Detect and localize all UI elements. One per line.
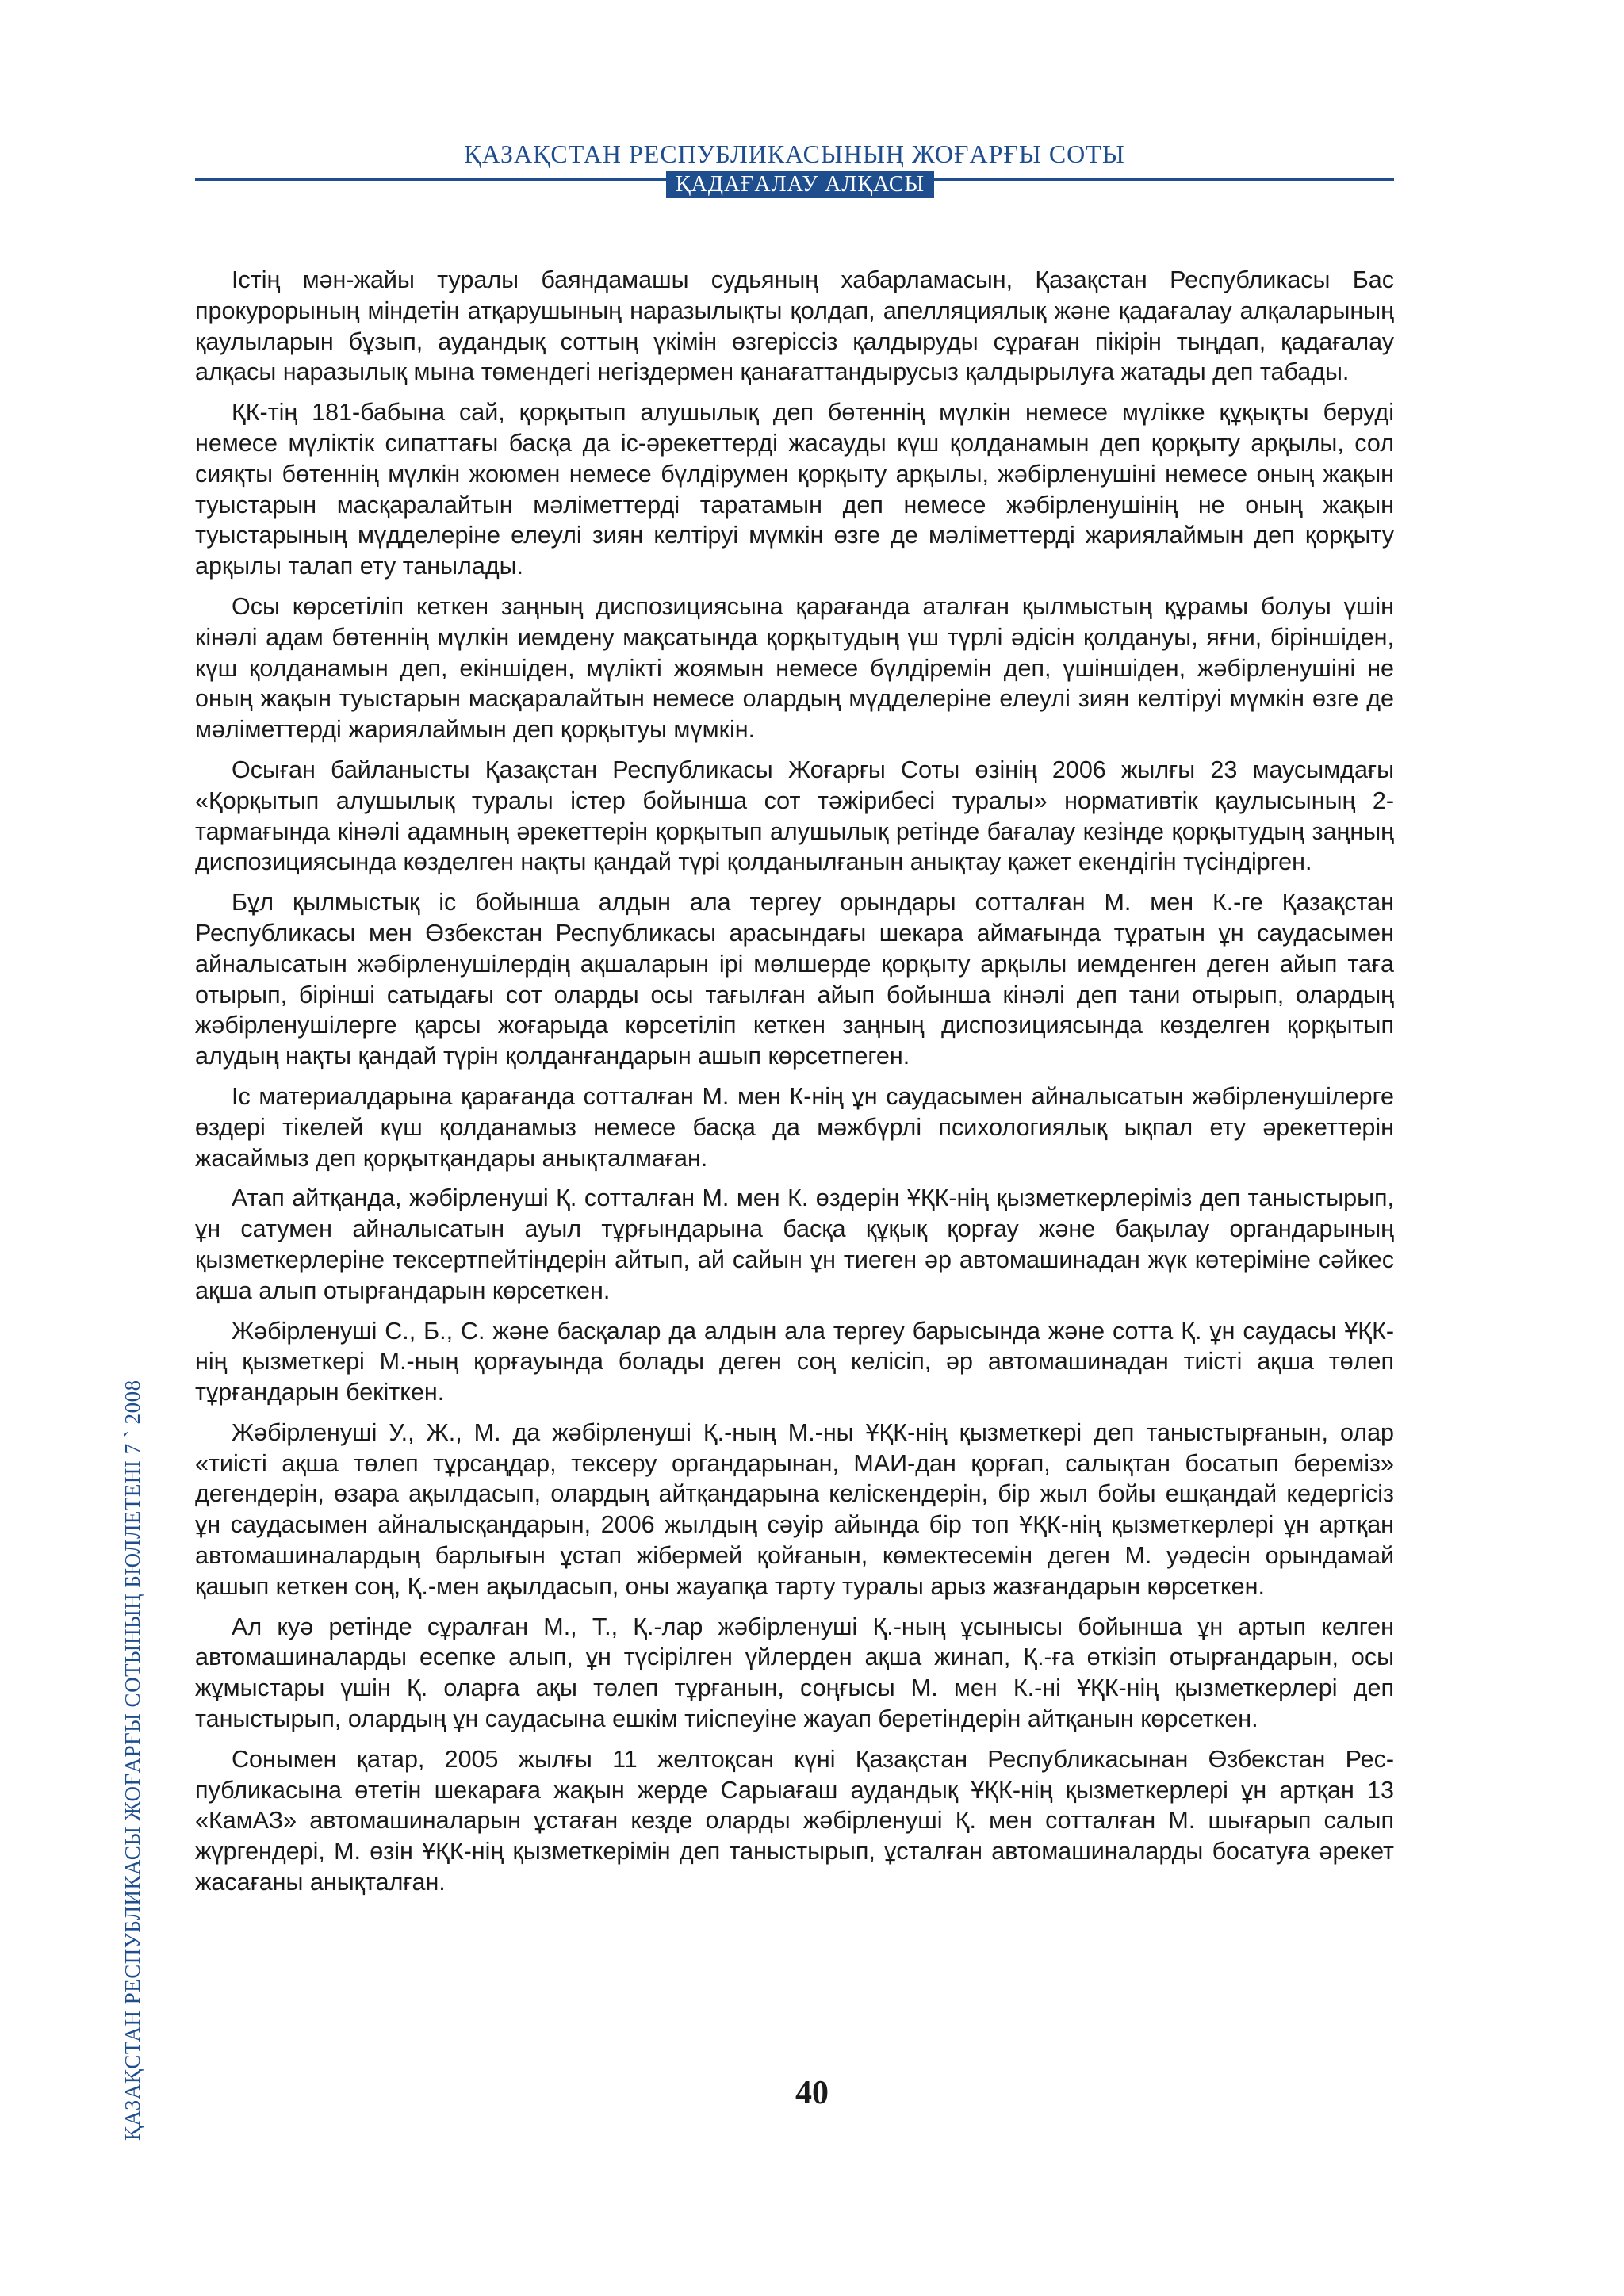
- paragraph-1: Істің мән-жайы туралы баяндамашы судьяның хабарламасын, Қазақстан Республикасы Бас прокурорының міндетін атқарушының наразылықты қолдап, апелляциялық және қадағалау алқаларының қаулыларын бұзып, аудандық соттың үкімін өзгеріссіз қалдыруды сұраған пікірін тыңдап, қадағалау алқасы наразылық мына төмендегі негіздермен қанағаттандырусыз қалдырылуға жатады деп табады.: [195, 266, 1394, 386]
- paragraph-2: ҚК-тің 181-бабына сай, қорқытып алушылық деп бөтеннің мүлкін немесе мүлікке құқықты беруді немесе мүліктік сипаттағы басқа да іс-әрекеттерді жасауды күш қолданамын деп қорқыту арқылы, сол сияқты бөтеннің мүлкін жоюмен немесе бүлдірумен қорқыту арқылы, жәбірленушіні немесе оның жақын туыстарын масқаралайтын мәліметтерді таратамын деп немесе жәбірленушінің не оның жақын туыстарының мүдделеріне елеулі зиян келтіруі мүмкін өзге де мәліметтерді жариялаймын деп қорқыту арқылы талап ету танылады.: [195, 399, 1394, 580]
- paragraph-3: Осы көрсетіліп кеткен заңның диспозициясына қарағанда аталған қылмыстың құрамы болуы үшін кінәлі адам бөтеннің мүлкін иемдену мақсатында қорқытудың үш түрлі әдісін қолдануы, яғни, біріншіден, күш қолданамын деп, екіншіден, мүлікті жоямын немесе бүлдіремін деп, үшіншіден, жәбірленушіні не оның жақын туыстарын масқаралайтын немесе олардың мүдделеріне елеулі зиян келтіруі мүмкін өзге де мәліметтерді жариялаймын деп қорқытуы мүмкін.: [195, 592, 1394, 744]
- page-header: [195, 133, 1394, 197]
- page-number: 40: [795, 2075, 829, 2111]
- paragraph-11: Сонымен қатар, 2005 жылғы 11 желтоқсан күні Қазақстан Республикасынан Өзбекстан Республикасына өтетін шекараға жақын жерде Сарыағаш аудандық ҰҚК-нің қызметкерлері ұн артқан 13 «КамАЗ» автомашиналарын ұстаған кезде оларды жәбірленуші Қ. мен сотталған М. шығарып салып жүргендері, М. өзін ҰҚК-нің қызметкерімін деп таныстырып, ұсталған автомашиналарды босатуға әрекет жасағаны анықталған.: [195, 1745, 1394, 1896]
- paragraph-5: Бұл қылмыстық іс бойынша алдын ала тергеу орындары сотталған М. мен К.-ге Қазақстан Республикасы мен Өзбекстан Республикасы арасындағы шекара аймағында тұратын ұн саудасымен айналысатын жәбірленушілердің ақшаларын ірі мөлшерде қорқыту арқылы иемденген деген айып таға отырып, бірінші сатыдағы сот оларды осы тағылған айып бойынша кінәлі деп тани отырып, олардың жәбірленушілерге қарсы жоғарыда көрсетіліп кеткен заңның диспозициясында көзделген қорқытып алудың нақты қандай түрін қолданғандарын ашып көрсетпеген.: [195, 889, 1394, 1070]
- document-body: [195, 265, 1394, 1908]
- board-title-badge: ҚАДАҒАЛАУ АЛҚАСЫ: [666, 171, 934, 198]
- bulletin-side-caption: ҚАЗАҚСТАН РЕСПУБЛИКАСЫ ЖОҒАРҒЫ СОТЫНЫҢ БЮЛЛЕТЕНІ 7 ` 2008: [121, 1380, 144, 2141]
- paragraph-9: Жәбірленуші У., Ж., М. да жәбірленуші Қ.-ның М.-ны ҰҚК-нің қызметкері деп таныстырғанын, олар «тиісті ақша төлеп тұрсаңдар, тексеру органдарынан, МАИ-дан қорғап, салықтан босатып береміз» дегендерін, өзара ақылдасып, олардың айтқандарына келіскендерін, бір жыл бойы ешқандай кедергісіз ұн саудасымен айналысқандарын, 2006 жылдың сәуір айында бір топ ҰҚК-нің қызметкерлері ұн артқан автомашиналардың барлығын ұстап жібермей қойғанын, көмектесемін деген М. уәдесін орындамай қашып кеткен соң, Қ.-мен ақылдасып, оны жауапқа тарту туралы арыз жазғандарын көрсеткен.: [195, 1418, 1394, 1600]
- paragraph-8: Жәбірленуші С., Б., С. және басқалар да алдын ала тергеу барысында және сотта Қ. ұн саудасы ҰҚК-нің қызметкері М.-ның қорғауында болады деген соң келісіп, әр автомашинадан тиісті ақша төлеп тұрғандарын бекіткен.: [195, 1317, 1394, 1406]
- paragraph-6: Іс материалдарына қарағанда сотталған М. мен К-нің ұн саудасымен айналысатын жәбірленушілерге өздері тікелей күш қолданамыз немесе басқа да мәжбүрлі психологиялық ықпал ету әрекеттерін жасаймыз деп қорқытқандары анықталмаған.: [195, 1082, 1394, 1172]
- paragraph-7: Атап айтқанда, жәбірленуші Қ. сотталған М. мен К. өздерін ҰҚК-нің қызметкерлеріміз деп таныстырып, ұн сатумен айналысатын ауыл тұрғындарына басқа құқық қорғау және бақылау органдарының қызметкерлеріне тексертпейтіндерін айтып, ай сайын ұн тиеген әр автомашинадан жүк көтеріміне сәйкес ақша алып отырғандарын көрсеткен.: [195, 1184, 1394, 1304]
- paragraph-4: Осыған байланысты Қазақстан Республикасы Жоғарғы Соты өзінің 2006 жылғы 23 маусымдағы «Қорқытып алушылық туралы істер бойынша сот тәжірибесі туралы» нормативтік қаулысының 2-тармағында кінәлі адамның әрекеттерін қорқытып алушылық ретінде бағалау кезінде қорқытудың заңның диспозициясында көзделген нақты қандай түрі қолданылғанын анықтау қажет екендігін түсіндірген.: [195, 756, 1394, 876]
- paragraph-10: Ал куә ретінде сұралған М., Т., Қ.-лар жәбірленуші Қ.-ның ұсынысы бойынша ұн артып келген автомашиналарды есепке алып, ұн түсірілген үйлерден ақша жинап, Қ.-ға өткізіп отырғандарын, осы жұмыстары үшін Қ. оларға ақы төлеп тұрғанын, соңғысы М. мен К.-ні ҰҚК-нің қызметкерлері деп таныстырып, олардың ұн саудасына ешкім тиіспеуіне жауап беретіндерін айтқанын көрсеткен.: [195, 1613, 1394, 1733]
- court-title: ҚАЗАҚСТАН РЕСПУБЛИКАСЫНЫҢ ЖОҒАРҒЫ СОТЫ: [464, 140, 1125, 168]
